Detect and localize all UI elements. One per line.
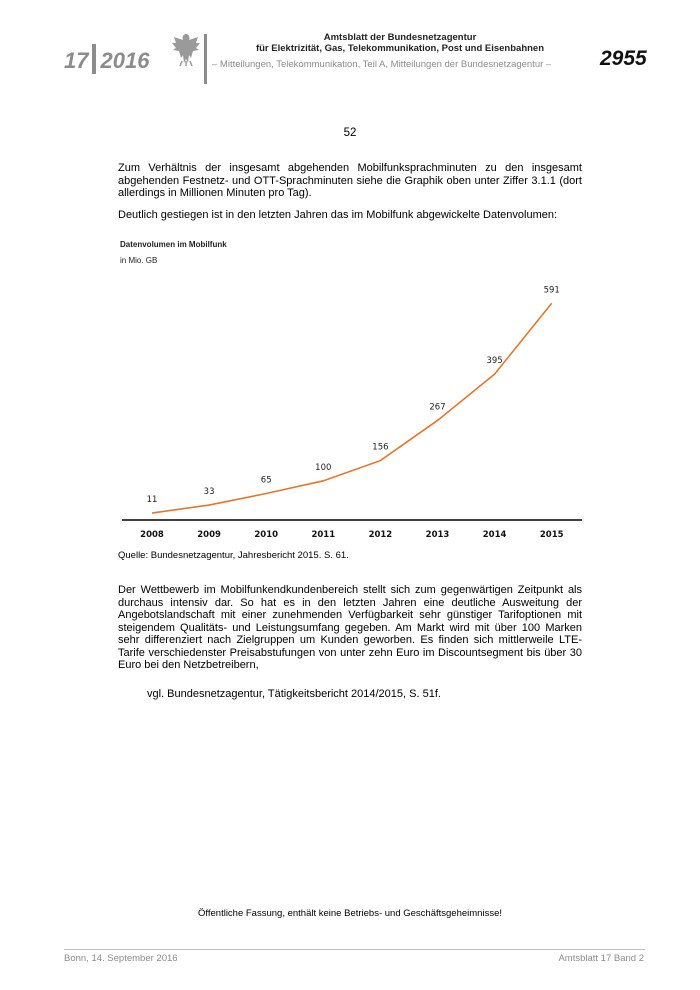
issue-number-value: 17: [64, 48, 89, 73]
issue-year: 2016: [100, 48, 150, 73]
x-tick-label-2011: 2011: [311, 530, 336, 540]
x-tick-label-2015: 2015: [539, 530, 564, 540]
x-tick-label-2014: 2014: [482, 530, 507, 540]
confidentiality-notice: Öffentliche Fassung, enthält keine Betriebs- und Geschäftsgeheimnisse!: [198, 908, 502, 919]
footer-date: Bonn, 14. September 2016: [64, 953, 178, 964]
section-subtitle: – Mitteilungen, Telekommunikation, Teil A, Mitteilungen der Bundesnetzagentur –: [212, 59, 552, 70]
chart-source: Quelle: Bundesnetzagentur, Jahresbericht 2015. S. 61.: [118, 550, 349, 561]
footer-issue: Amtsblatt 17 Band 2: [558, 953, 644, 964]
paragraph-1: Zum Verhältnis der insgesamt abgehenden Mobilfunksprachminuten zu den insgesamt abgehenden Festnetz- und OTT-Sprachminuten siehe die Graphik oben unter Ziffer 3.1.1 (dort allerdings in Millionen Minuten pro Tag).: [118, 162, 582, 199]
data-label-2010: 65: [260, 475, 272, 486]
publisher-line-2: für Elektrizität, Gas, Telekommunikation, Post und Eisenbahnen: [255, 43, 545, 54]
data-label-2009: 33: [203, 487, 215, 498]
x-tick-label-2008: 2008: [140, 530, 164, 540]
data-label-2014: 395: [486, 356, 503, 367]
page-number: 2955: [600, 47, 647, 70]
footer-divider: [64, 949, 645, 950]
publisher-line-1: Amtsblatt der Bundesnetzagentur: [323, 32, 477, 43]
data-label-2011: 100: [315, 462, 332, 473]
x-tick-label-2013: 2013: [425, 530, 450, 540]
x-tick-label-2010: 2010: [254, 530, 279, 540]
citation: vgl. Bundesnetzagentur, Tätigkeitsbericht 2014/2015, S. 51f.: [147, 688, 441, 700]
paragraph-3: Der Wettbewerb im Mobilfunkendkundenbereich stellt sich zum gegenwärtigen Zeitpunkt als durchaus intensiv dar. So hat es in den letzten Jahren eine deutliche Ausweitung der Angebotslandschaft mit einer zunehmenden Verfügbarkeit sehr günstiger Tarifoptionen mit steigendem Qualitäts- und Leistungsumfang gegeben. Am Markt wird mit über 100 Marken sehr differenziert nach Zielgruppen um Kunden geworben. Es finden sich mittlerweile LTE-Tarife verschiedenster Preisabstufungen von unter zehn Euro im Discountsegment bis über 30 Euro bei den Netzbetreibern,: [118, 584, 582, 671]
data-label-2015: 591: [543, 285, 560, 296]
paragraph-2: Deutlich gestiegen ist in den letzten Jahren das im Mobilfunk abgewickelte Datenvolumen:: [118, 209, 558, 221]
document-page-label: 52: [343, 127, 357, 139]
x-tick-label-2012: 2012: [368, 530, 393, 540]
chart-unit-label: in Mio. GB: [120, 256, 158, 265]
data-label-2008: 11: [146, 495, 158, 506]
x-tick-label-2009: 2009: [197, 530, 221, 540]
data-label-2012: 156: [372, 442, 389, 453]
series-line: [152, 303, 552, 513]
data-label-2013: 267: [429, 402, 446, 413]
chart-title: Datenvolumen im Mobilfunk: [120, 240, 227, 249]
